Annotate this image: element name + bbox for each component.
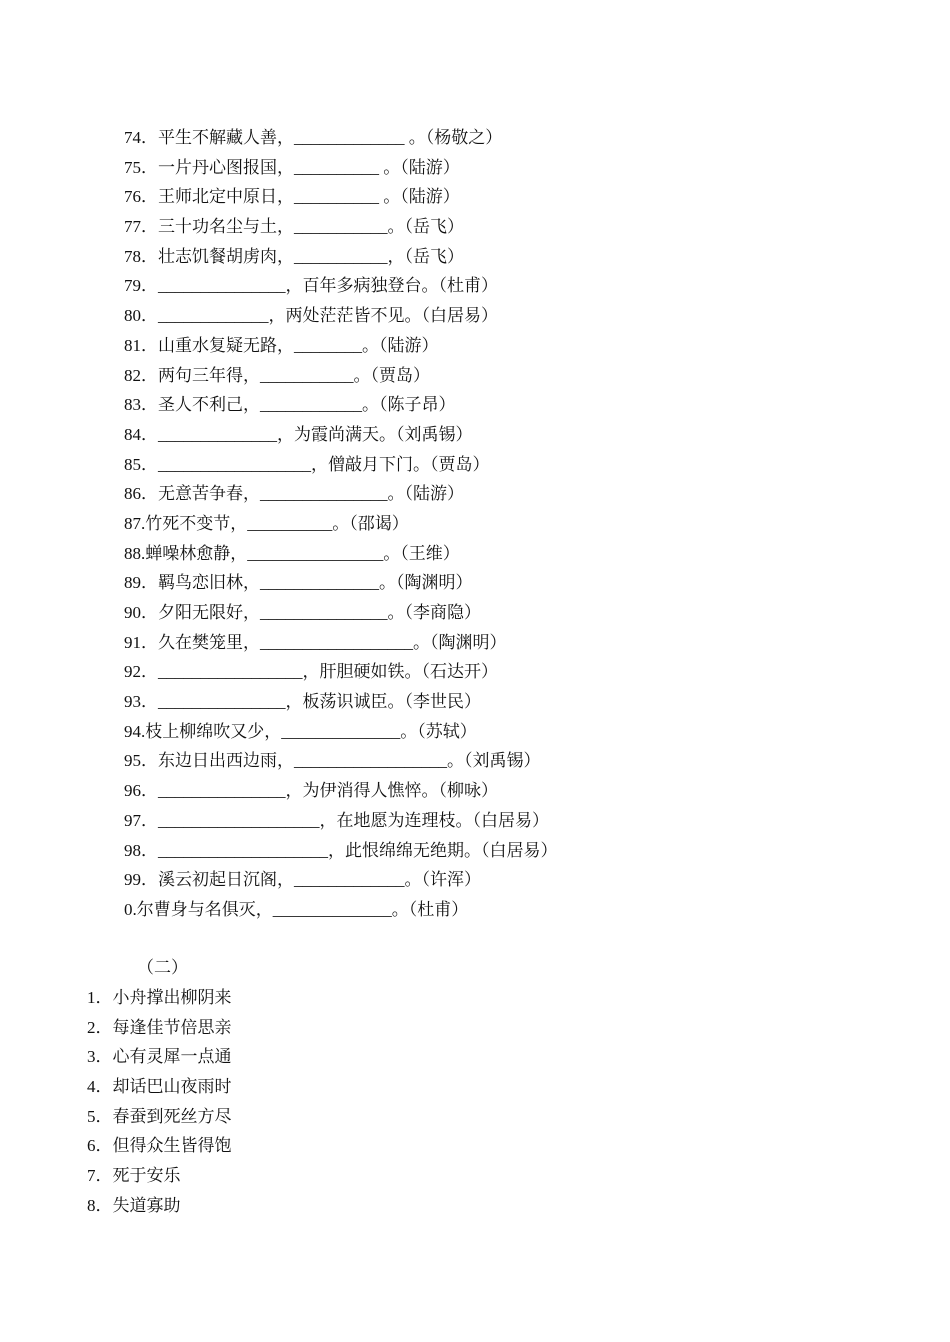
question-item: 76．王师北定中原日，__________ 。（陆游）: [124, 187, 460, 207]
question-item: 81．山重水复疑无路，________。（陆游）: [124, 335, 439, 355]
answer-item: 7．死于安乐: [87, 1166, 181, 1186]
question-item: 84．______________，为霞尚满天。（刘禹锡）: [124, 424, 473, 444]
question-item: 83．圣人不利己，____________。（陈子昂）: [124, 395, 456, 415]
question-item: 82．两句三年得，___________。（贾岛）: [124, 365, 430, 385]
question-item: 87.竹死不变节，__________。（邵谒）: [124, 513, 409, 533]
answer-item: 5．春蚕到死丝方尽: [87, 1106, 232, 1126]
question-item: 94.枝上柳绵吹又少，______________。（苏轼）: [124, 721, 477, 741]
question-item: 99．溪云初起日沉阁，_____________。（许浑）: [124, 870, 481, 890]
question-item: 98．____________________，此恨绵绵无绝期。（白居易）: [124, 840, 558, 860]
poetry-question-list: [124, 123, 558, 925]
answer-item: 8．失道寡助: [87, 1195, 181, 1215]
question-item: 75．一片丹心图报国，__________ 。（陆游）: [124, 157, 460, 177]
question-item: 86．无意苦争春，_______________。（陆游）: [124, 484, 464, 504]
question-item: 78．壮志饥餐胡虏肉，___________，（岳飞）: [124, 246, 464, 266]
question-item: 90．夕阳无限好，_______________。（李商隐）: [124, 603, 481, 622]
answer-item: 6．但得众生皆得饱: [87, 1136, 232, 1156]
answer-item: 1．小舟撑出柳阴来: [87, 988, 232, 1007]
question-item: 85．__________________，僧敲月下门。（贾岛）: [124, 454, 490, 474]
question-item: 93．_______________，板荡识诚臣。（李世民）: [124, 692, 481, 712]
question-item: 92．_________________，肝胆硬如铁。（石达开）: [124, 662, 498, 682]
question-item: 89．羁鸟恋旧林，______________。（陶渊明）: [124, 573, 473, 593]
question-item: 79．_______________，百年多病独登台。（杜甫）: [124, 276, 498, 296]
question-item: 88.蝉噪林愈静，________________。（王维）: [124, 543, 460, 563]
question-item: 0.尔曹身与名俱灭，______________。（杜甫）: [124, 899, 469, 919]
answer-item: 2．每逢佳节倍思亲: [87, 1017, 232, 1037]
answer-item: 3．心有灵犀一点通: [87, 1047, 232, 1067]
question-item: 74．平生不解藏人善，_____________ 。（杨敬之）: [124, 128, 503, 147]
answer-item: 4．却话巴山夜雨时: [87, 1077, 232, 1097]
section-title: （二）: [137, 958, 188, 977]
question-item: 96．_______________，为伊消得人憔悴。（柳咏）: [124, 781, 498, 801]
question-item: 95．东边日出西边雨，__________________。（刘禹锡）: [124, 751, 541, 771]
question-item: 77．三十功名尘与土，___________。（岳飞）: [124, 217, 464, 237]
question-item: 80．_____________，两处茫茫皆不见。（白居易）: [124, 306, 498, 326]
answer-list: [87, 983, 232, 1221]
question-item: 97．___________________，在地愿为连理枝。（白居易）: [124, 810, 549, 830]
question-item: 91．久在樊笼里，__________________。（陶渊明）: [124, 632, 507, 652]
